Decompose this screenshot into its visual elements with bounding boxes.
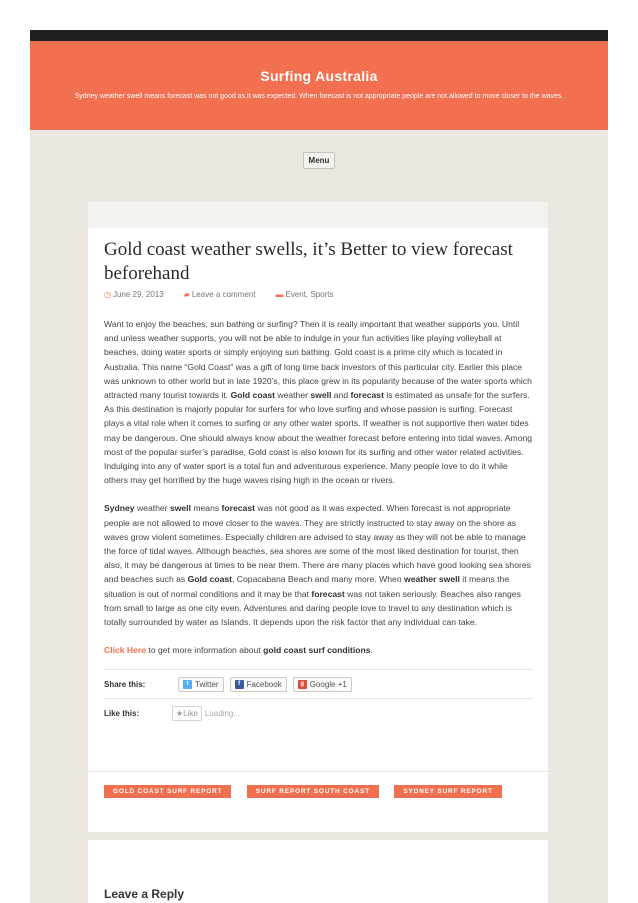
like-loading-text: Loading... xyxy=(204,709,240,719)
menu-button[interactable]: Menu xyxy=(303,152,336,169)
facebook-icon: f xyxy=(235,680,244,689)
folder-icon: ▬ xyxy=(275,290,284,299)
post-card xyxy=(88,202,548,903)
post-comments-text: Leave a comment xyxy=(191,290,256,299)
tag-gold-coast-surf-report[interactable]: GOLD COAST SURF REPORT xyxy=(104,785,231,798)
card-top-strip xyxy=(88,202,548,228)
like-button-label: Like xyxy=(183,709,198,719)
post-date-text: June 29, 2013 xyxy=(112,290,164,299)
reply-area xyxy=(88,832,548,903)
post-categories-text: Event, Sports xyxy=(285,290,334,299)
facebook-share-button[interactable] xyxy=(230,677,287,692)
facebook-label: Facebook xyxy=(246,680,282,690)
star-icon: ★ xyxy=(176,709,184,719)
post-paragraph-2: Sydney weather swell means forecast was not good as it was expected. When forecast is not appropriate people are not allowed to move closer to the waves. They are strictly instructed to stay away on the shore as waves grow violent sometimes. Especially children are advised to stay away as they will not be able to manage the force of tidal waves. Although beaches, sea shores are some of the most liked destination for tourist, then also, it may be dangerous at times to be near them. There are many places which have good looking sea shores and beaches such as Gold coast, Copacabana Beach and many more. When weather swell it means the situation is out of normal conditions and it may be that forecast was not taken seriously. Beaches also ranges from small to large as one city even. Adventures and daring people love to travel to any destination which is totally surrounded by water as Islands. It depends upon the risk factor that any individual can take. xyxy=(104,503,531,628)
post-paragraph-3: Click Here to get more information about gold coast surf conditions. xyxy=(104,645,373,656)
post-categories[interactable] xyxy=(275,290,333,299)
site-description: Sydney weather swell means forecast was not good as it was expected. When forecast is not appropriate people are not allowed to move closer to the waves. xyxy=(74,93,564,100)
twitter-label: Twitter xyxy=(195,680,219,690)
site-title[interactable]: Surfing Australia xyxy=(260,68,378,84)
like-button[interactable] xyxy=(172,706,202,721)
post-date[interactable] xyxy=(104,290,164,299)
post-paragraph-1: Want to enjoy the beaches, sun bathing or surfing? Then it is really important that weather supports you. Until and unless weather supports, you will not be able to indulge in your fun activities like playing volleyball at beaches, doing water sports or simply enjoying sun bathing. Gold coast is a prime city which is located in Australia. This name “Gold Coast” was a gift of long time back investors of this particular city. Earlier this place was unknown to other world but in late 1920’s, this place grew in its popularity because of the water sports which attracted many tourist towards it. Gold coast weather swell and forecast is estimated as unsafe for the surfers. As this destination is majorly popular for surfers for who love surfing and whose passion is surfing. Forecast plays a vital role when it comes to surfing or any other water sports. If weather is not supportive then water tides may be dangerous. One should always know about the weather forecast before entering into tidal waves. Among most of the popular surfer’s paradise, Gold coast is also known for its surfing and other water related activities. Indulging into any of water sport is a total fun and adventurous experience. Many people love to do it while others may get horrified by the huge waves rising high in the ocean or rivers. xyxy=(104,319,533,486)
share-row xyxy=(104,669,533,698)
post-body xyxy=(104,317,533,657)
post-meta xyxy=(104,290,533,299)
google-label: Google +1 xyxy=(309,680,347,690)
top-bar xyxy=(30,30,608,41)
google-share-button[interactable] xyxy=(293,677,352,692)
post-title[interactable]: Gold coast weather swells, it’s Better to view forecast beforehand xyxy=(104,239,513,284)
twitter-share-button[interactable] xyxy=(178,677,224,692)
comment-icon: ▰ xyxy=(183,290,190,299)
clock-icon: ◷ xyxy=(104,290,111,299)
reply-title: Leave a Reply xyxy=(104,887,185,901)
tag-surf-report-south-coast[interactable]: SURF REPORT SOUTH COAST xyxy=(247,785,379,798)
tag-sydney-surf-report[interactable]: SYDNEY SURF REPORT xyxy=(394,785,501,798)
tags-area xyxy=(88,771,548,821)
like-row xyxy=(104,698,533,729)
site-header xyxy=(30,41,608,130)
like-label: Like this: xyxy=(104,709,140,719)
twitter-icon: t xyxy=(183,680,192,689)
menu-container xyxy=(30,150,608,169)
click-here-link[interactable]: Click Here xyxy=(104,645,147,656)
google-plus-icon: g xyxy=(298,680,307,689)
post-comments-link[interactable] xyxy=(184,290,256,299)
page xyxy=(30,30,608,903)
share-label: Share this: xyxy=(104,680,146,690)
post-content xyxy=(88,238,548,729)
